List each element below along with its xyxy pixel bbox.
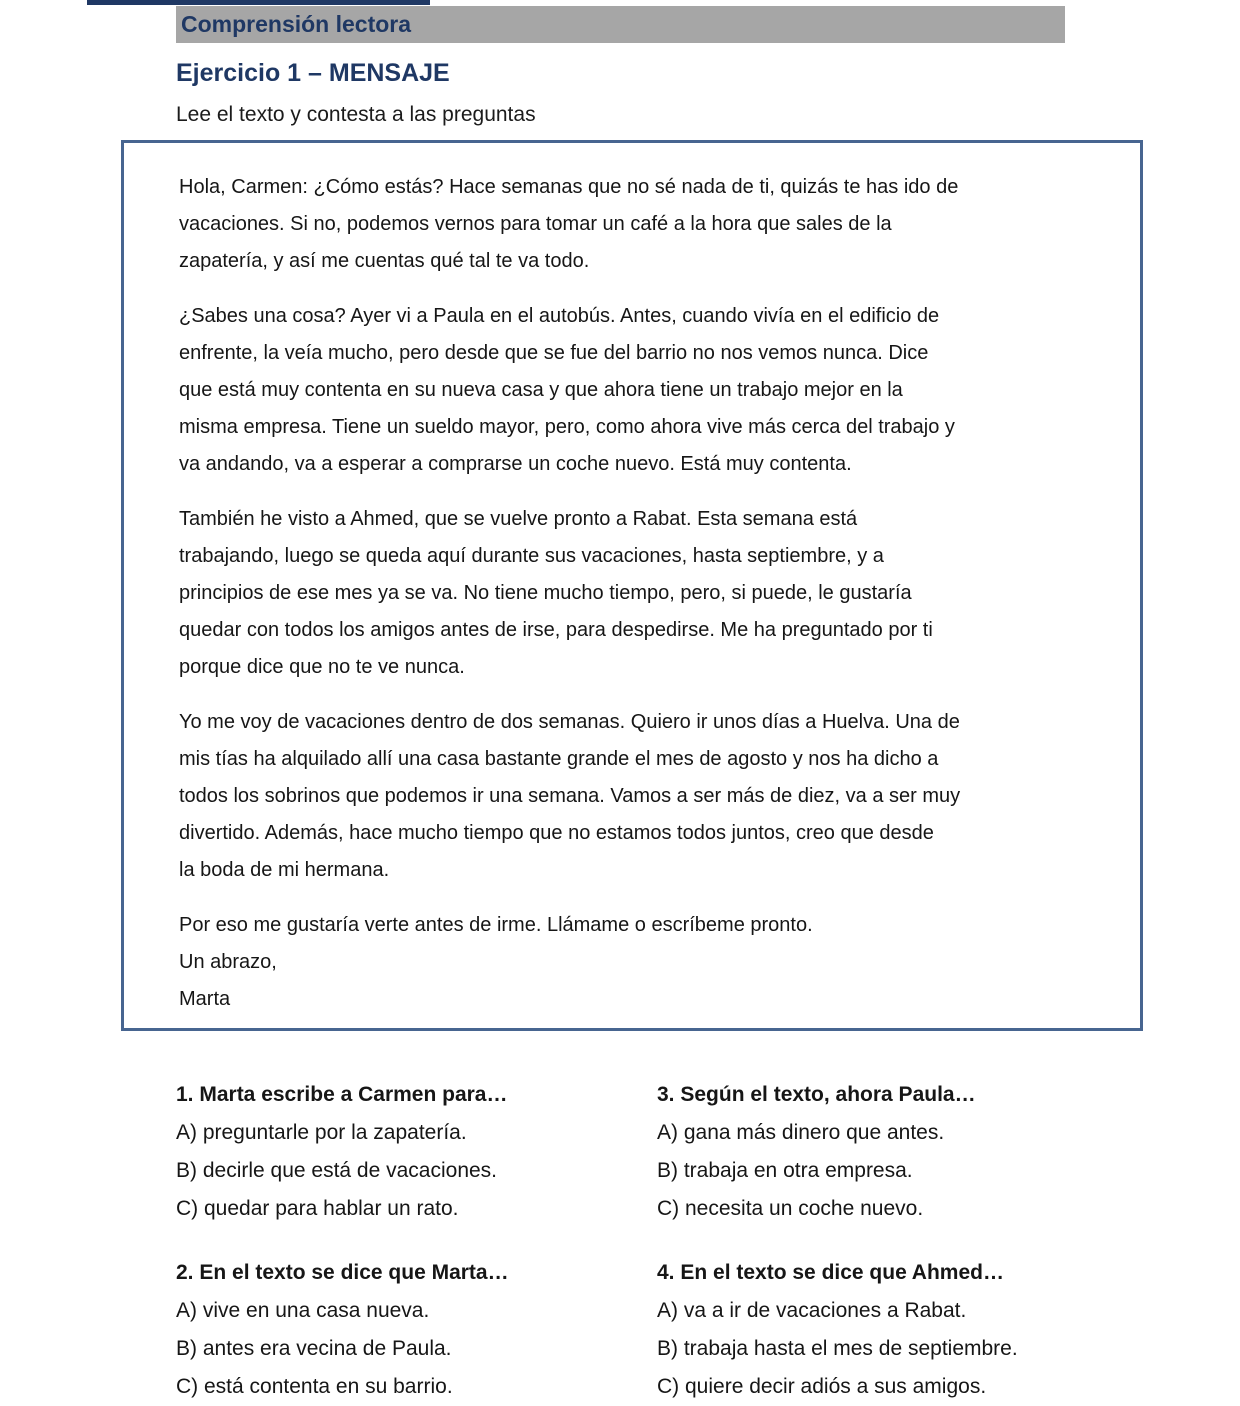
question-option-c: C) necesita un coche nuevo.	[657, 1197, 924, 1220]
question-3	[657, 1076, 1156, 1228]
cut-off-navy-strip	[87, 0, 430, 5]
question-option-c: C) está contenta en su barrio.	[176, 1375, 453, 1398]
question-option-a: A) preguntarle por la zapatería.	[176, 1121, 467, 1144]
letter-line: va andando, va a esperar a comprarse un coche nuevo. Está muy contenta.	[179, 453, 852, 475]
letter-paragraph	[179, 907, 1120, 1018]
letter-line: mis tías ha alquilado allí una casa bastante grande el mes de agosto y nos ha dicho a	[179, 748, 939, 770]
letter-line: vacaciones. Si no, podemos vernos para tomar un café a la hora que sales de la	[179, 213, 892, 235]
letter-line: Hola, Carmen: ¿Cómo estás? Hace semanas que no sé nada de ti, quizás te has ido de	[179, 176, 959, 198]
letter-paragraph	[179, 704, 1120, 889]
question-option-c: C) quedar para hablar un rato.	[176, 1197, 459, 1220]
question-option-c: C) quiere decir adiós a sus amigos.	[657, 1375, 987, 1398]
question-option-b: B) antes era vecina de Paula.	[176, 1337, 452, 1360]
letter-line: También he visto a Ahmed, que se vuelve pronto a Rabat. Esta semana está	[179, 508, 858, 530]
letter-line: ¿Sabes una cosa? Ayer vi a Paula en el autobús. Antes, cuando vivía en el edificio de	[179, 305, 940, 327]
letter-line: Un abrazo,	[179, 951, 277, 973]
letter-line: que está muy contenta en su nueva casa y que ahora tiene un trabajo mejor en la	[179, 379, 903, 401]
letter-line: misma empresa. Tiene un sueldo mayor, pero, como ahora vive más cerca del trabajo y	[179, 416, 955, 438]
question-option-b: B) trabaja en otra empresa.	[657, 1159, 913, 1182]
question-option-a: A) va a ir de vacaciones a Rabat.	[657, 1299, 967, 1322]
question-2	[176, 1254, 657, 1406]
question-title: 3. Según el texto, ahora Paula…	[657, 1083, 976, 1106]
question-title: 4. En el texto se dice que Ahmed…	[657, 1261, 1004, 1284]
letter-line: Por eso me gustaría verte antes de irme. Llámame o escríbeme pronto.	[179, 914, 813, 936]
exercise-title: Ejercicio 1 – MENSAJE	[176, 59, 450, 87]
letter-line: enfrente, la veía mucho, pero desde que se fue del barrio no nos vemos nunca. Dice	[179, 342, 929, 364]
letter-line: todos los sobrinos que podemos ir una semana. Vamos a ser más de diez, va a ser muy	[179, 785, 961, 807]
questions-section	[176, 1076, 1156, 1406]
letter-paragraph	[179, 501, 1120, 686]
question-title: 1. Marta escribe a Carmen para…	[176, 1083, 508, 1106]
letter-paragraph	[179, 298, 1120, 483]
question-title: 2. En el texto se dice que Marta…	[176, 1261, 509, 1284]
letter-line: zapatería, y así me cuentas qué tal te va todo.	[179, 250, 590, 272]
letter-line: porque dice que no te ve nunca.	[179, 656, 465, 678]
question-option-b: B) decirle que está de vacaciones.	[176, 1159, 498, 1182]
letter-line: quedar con todos los amigos antes de irse, para despedirse. Me ha preguntado por ti	[179, 619, 933, 641]
letter-line: principios de ese mes ya se va. No tiene mucho tiempo, pero, si puede, le gustaría	[179, 582, 912, 604]
letter-line: trabajando, luego se queda aquí durante sus vacaciones, hasta septiembre, y a	[179, 545, 884, 567]
letter-line: Marta	[179, 988, 231, 1010]
question-option-a: A) vive en una casa nueva.	[176, 1299, 430, 1322]
letter-line: divertido. Además, hace mucho tiempo que no estamos todos juntos, creo que desde	[179, 822, 934, 844]
section-header-label: Comprensión lectora	[181, 11, 412, 37]
section-header	[176, 6, 1065, 43]
letter-line: la boda de mi hermana.	[179, 859, 390, 881]
question-1	[176, 1076, 657, 1228]
question-option-a: A) gana más dinero que antes.	[657, 1121, 945, 1144]
letter-line: Yo me voy de vacaciones dentro de dos semanas. Quiero ir unos días a Huelva. Una de	[179, 711, 960, 733]
letter-paragraph	[179, 169, 1120, 280]
question-option-b: B) trabaja hasta el mes de septiembre.	[657, 1337, 1018, 1360]
instruction-text: Lee el texto y contesta a las preguntas	[176, 103, 536, 126]
question-4	[657, 1254, 1156, 1406]
letter-box	[121, 140, 1143, 1031]
